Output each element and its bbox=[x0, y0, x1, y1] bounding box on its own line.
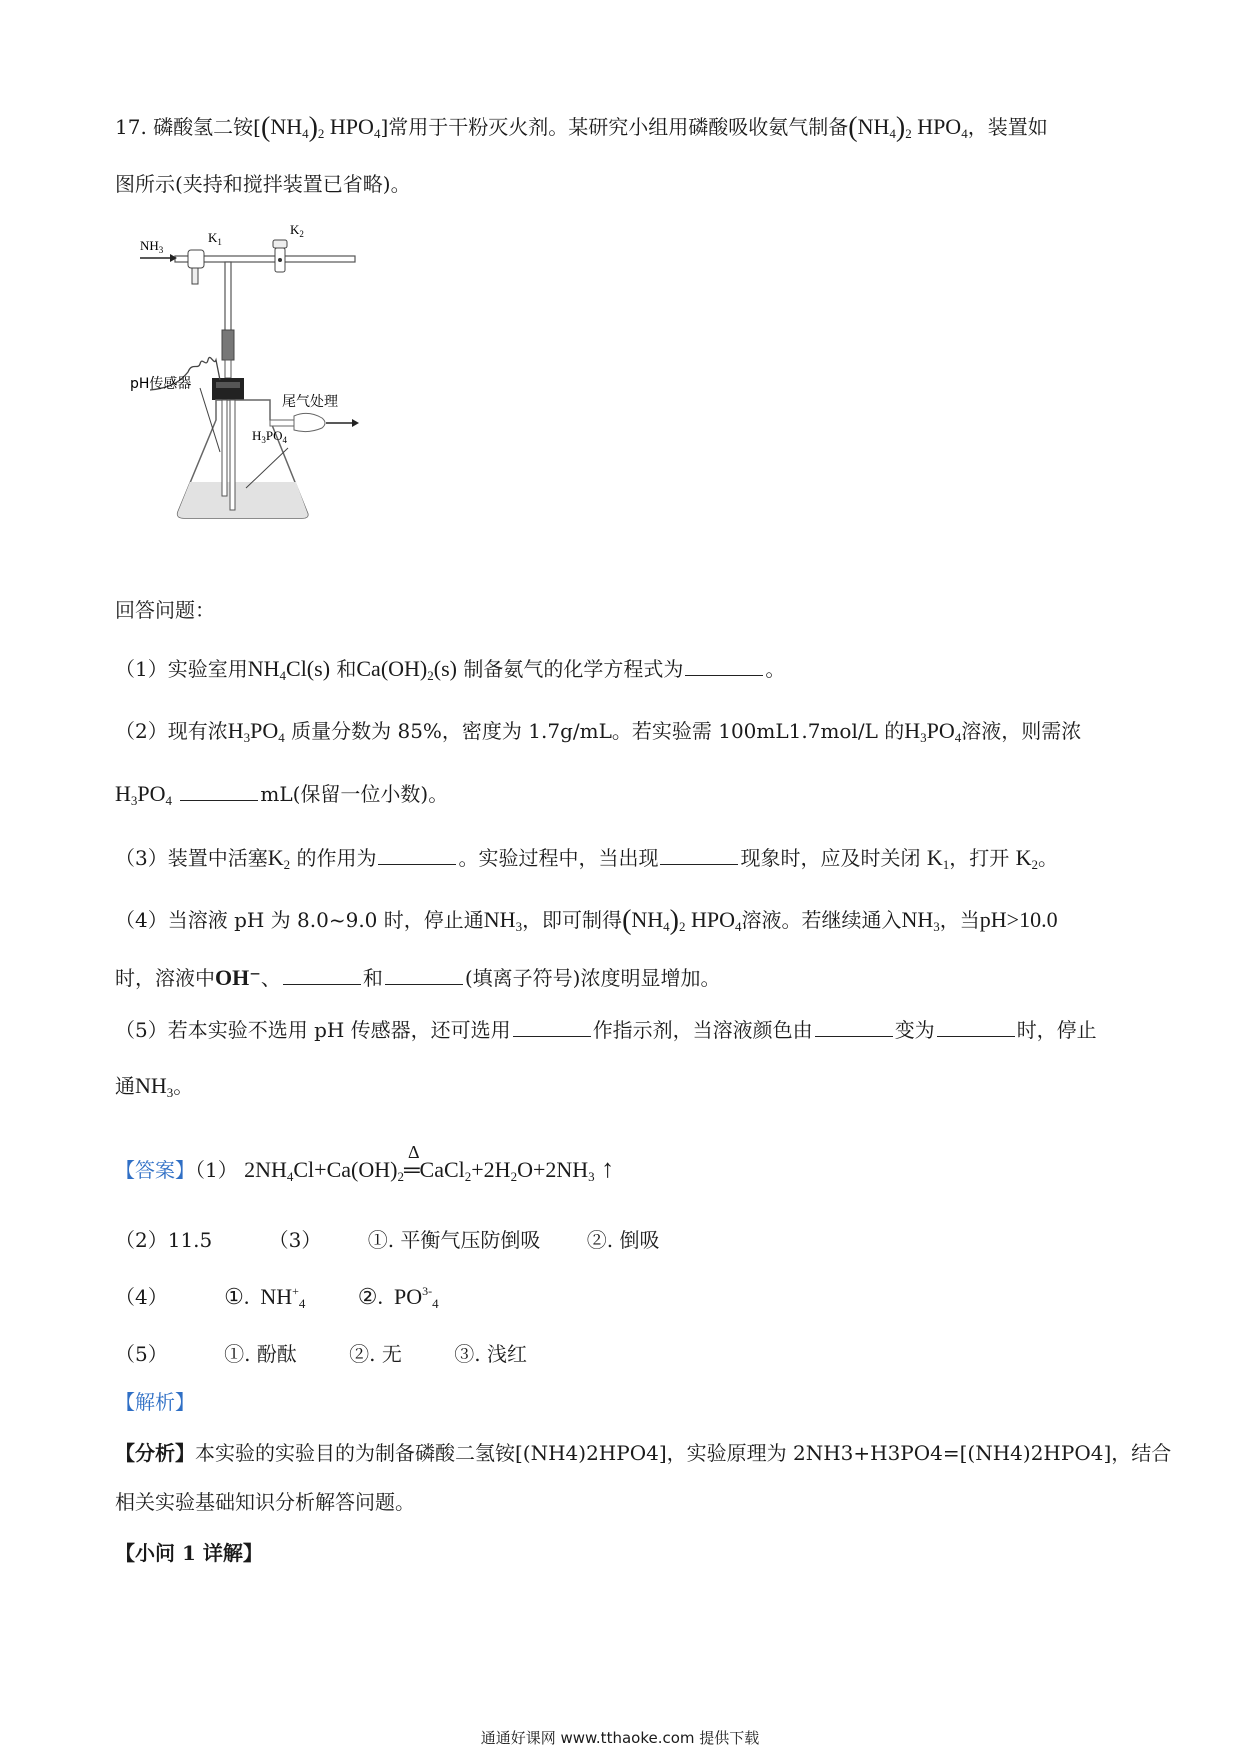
answer-blank[interactable] bbox=[685, 657, 763, 676]
question-2-line2: $H_3PO_4$ mL(保留一位小数)。 bbox=[115, 781, 449, 808]
answer-line3: （4） ①. $NH^+_4$ ②. $PO^{3-}_4$ bbox=[115, 1284, 439, 1311]
question-4-line2: 时，溶液中OH⁻、 和 (填离子符号)浓度明显增加。 bbox=[115, 965, 721, 990]
prompt-line: 回答问题： bbox=[115, 598, 215, 622]
page-footer: 通通好课网 www.tthaoke.com 提供下载 bbox=[480, 1729, 760, 1747]
rubber-connector bbox=[222, 330, 234, 360]
apparatus-diagram bbox=[130, 220, 370, 520]
analysis-label-line bbox=[115, 1388, 1128, 1416]
ph-sensor-label: pH传感器 bbox=[130, 376, 192, 392]
analysis-line1: 【分析】本实验的实验目的为制备磷酸二氢铵[(NH4)2HPO4]，实验原理为 2NH3+H3PO4=[(NH4)2HPO4]，结合 bbox=[115, 1441, 1172, 1465]
h3po4-solution bbox=[178, 482, 308, 518]
equation: $2NH_4Cl+Ca(OH)_2$ Δ $═CaCl_2+2H_2O+2NH_3$ ↑ bbox=[244, 1142, 615, 1184]
flask-side-arm bbox=[270, 420, 294, 426]
answer-line2: （2）11.5 （3） ①. 平衡气压防倒吸 ②. 倒吸 bbox=[115, 1228, 660, 1252]
question-5-line1: （5）若本实验不选用 pH 传感器，还可选用 作指示剂，当溶液颜色由 变为 时，停止 bbox=[115, 1018, 1097, 1042]
answer-blank[interactable] bbox=[937, 1018, 1015, 1037]
question-2-line1: （2）现有浓$H_3PO_4$ 质量分数为 85%，密度为 1.7g/mL。若实验需 100mL1.7mol/L 的$H_3PO_4$溶液，则需浓 bbox=[115, 718, 1082, 745]
analysis-label: 【解析】 bbox=[115, 1390, 195, 1414]
question-intro-line2: 图所示(夹持和搅拌装置已省略)。 bbox=[115, 172, 411, 196]
tail-gas-tube bbox=[294, 413, 325, 431]
formula-salt: $(NH_4)_2$ $HPO_4$ bbox=[260, 112, 381, 143]
answer-line1: 【答案】（1） $2NH_4Cl+Ca(OH)_2$ Δ $═CaCl_2+2H_2O+2NH_3$ ↑ bbox=[115, 1142, 615, 1184]
tail-gas-label: 尾气处理 bbox=[282, 394, 338, 410]
rubber-stopper bbox=[212, 378, 244, 400]
question-3: （3）装置中活塞$K_2$ 的作用为 。实验过程中，当出现 现象时，应及时关闭 $K_1$，打开 $K_2$。 bbox=[115, 845, 1058, 872]
question-5-line2: 通$NH_3$。 bbox=[115, 1073, 194, 1100]
heat-condition: Δ ═ bbox=[403, 1142, 420, 1182]
answer-blank[interactable] bbox=[513, 1018, 591, 1037]
question-4-line1: （4）当溶液 pH 为 8.0~9.0 时，停止通$NH_3$，即可制得$(NH_4)_2$ $HPO_4$溶液。若继续通入$NH_3$，当pH>10.0 bbox=[115, 905, 1058, 936]
ph-probe bbox=[222, 400, 227, 496]
answer-blank[interactable] bbox=[283, 966, 361, 985]
question-number: 17. bbox=[115, 115, 147, 139]
question-1: （1）实验室用$NH_4Cl(s)$ 和$Ca(OH)_2(s)$ 制备氨气的化学方程式为 。 bbox=[115, 656, 786, 683]
svg-text:K2: $K_2$ bbox=[290, 222, 304, 239]
vertical-tube bbox=[225, 262, 231, 332]
answer-blank[interactable] bbox=[815, 1018, 893, 1037]
question-intro-line1: 17. 磷酸氢二铵[$(NH_4)_2$ $HPO_4$]常用于干粉灭火剂。某研究小组用磷酸吸收氨气制备$(NH_4)_2$ $HPO_4$，装置如 bbox=[115, 112, 1048, 143]
nh3-label: $NH_3$ bbox=[140, 238, 164, 255]
svg-text:K1: $K_1$ bbox=[208, 230, 222, 247]
answer-blank[interactable] bbox=[180, 782, 258, 801]
inlet-tube bbox=[230, 400, 235, 510]
sub-question-1-label: 【小问 1 详解】 bbox=[115, 1541, 263, 1565]
answer-blank[interactable] bbox=[378, 846, 456, 865]
stopcock-k2 bbox=[273, 222, 304, 272]
answer-line4: （5） ①. 酚酞 ②. 无 ③. 浅红 bbox=[115, 1342, 527, 1366]
h3po4-label: $H_3PO_4$ bbox=[252, 428, 288, 445]
answer-label: 【答案】 bbox=[115, 1158, 195, 1182]
answer-blank[interactable] bbox=[385, 966, 463, 985]
answer-blank[interactable] bbox=[660, 846, 738, 865]
analysis-line2: 相关实验基础知识分析解答问题。 bbox=[115, 1490, 415, 1514]
